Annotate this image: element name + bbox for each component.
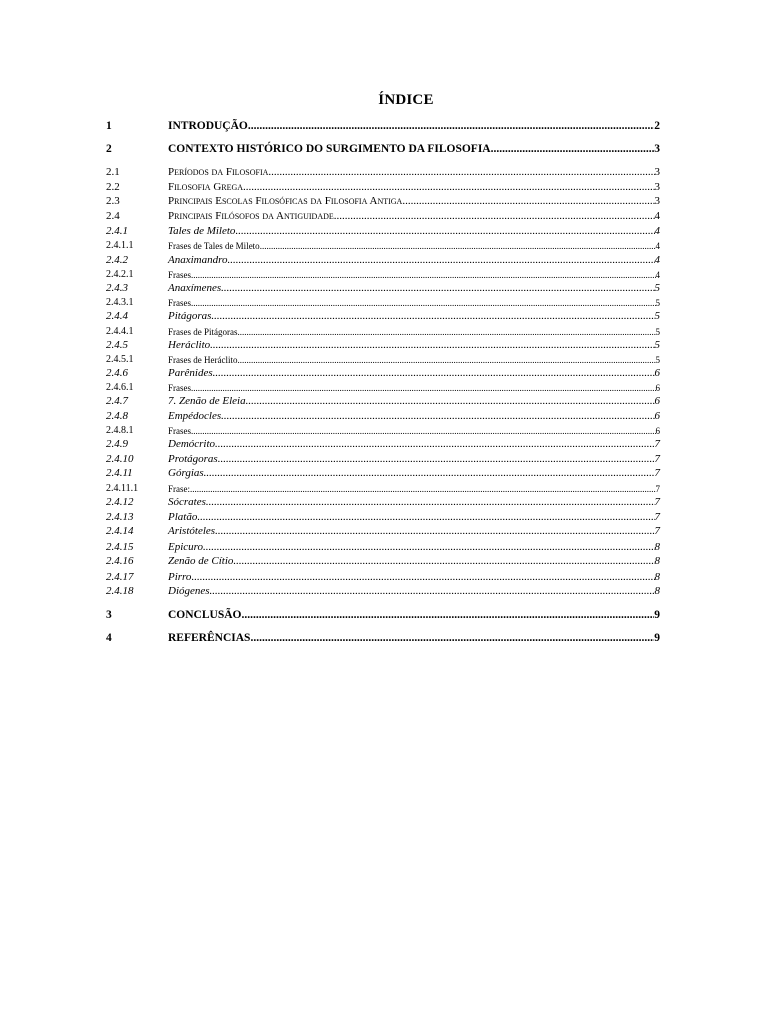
toc-entry-number: 2.4.4 xyxy=(106,310,128,322)
toc-entry[interactable] xyxy=(106,280,660,294)
toc-entry-number: 2.4.5 xyxy=(106,339,128,351)
toc-entry-page-number: 5 xyxy=(654,310,660,322)
toc-entry[interactable] xyxy=(106,337,660,351)
toc-entry-page-number: 9 xyxy=(654,609,660,621)
toc-entry-number: 2.4.13 xyxy=(106,511,134,523)
toc-entry-page-number: 2 xyxy=(654,120,660,132)
toc-entry[interactable] xyxy=(106,436,660,450)
toc-entry[interactable] xyxy=(106,630,660,644)
toc-entry-title: Górgias xyxy=(168,467,204,479)
toc-entry-title: Zenão de Cítio xyxy=(168,555,234,567)
toc-entry-number: 2.4.16 xyxy=(106,555,134,567)
toc-dot-leader xyxy=(213,365,655,379)
toc-entry-title: Principais Filósofos da Antiguidade xyxy=(168,210,334,222)
toc-entry-number: 4 xyxy=(106,632,112,644)
toc-entry-title: Aristóteles xyxy=(168,525,216,537)
toc-entry[interactable] xyxy=(106,569,660,583)
toc-entry[interactable] xyxy=(106,252,660,266)
toc-entry-title: Períodos da Filosofia xyxy=(168,166,269,178)
toc-entry-number: 2.4.2.1 xyxy=(106,269,134,280)
toc-entry-number: 2.4.6 xyxy=(106,367,128,379)
toc-dot-leader xyxy=(210,583,655,597)
toc-entry[interactable] xyxy=(106,494,660,508)
toc-dot-leader xyxy=(221,280,654,294)
toc-entry-title: 7. Zenão de Eleia xyxy=(168,395,246,407)
toc-dot-leader xyxy=(248,118,654,132)
toc-entry-number: 2.4.3 xyxy=(106,282,128,294)
toc-dot-leader xyxy=(241,607,654,621)
page-title: ÍNDICE xyxy=(378,92,434,108)
toc-entry[interactable] xyxy=(106,539,660,553)
toc-dot-leader xyxy=(191,379,656,393)
toc-entry[interactable] xyxy=(106,583,660,597)
toc-entry-title: Heráclito xyxy=(168,339,211,351)
toc-dot-leader xyxy=(491,141,655,155)
toc-dot-leader xyxy=(260,237,656,251)
toc-dot-leader xyxy=(190,480,656,494)
toc-entry-number: 2 xyxy=(106,143,112,155)
toc-dot-leader xyxy=(238,323,656,337)
toc-entry-page-number: 3 xyxy=(654,195,660,207)
toc-entry-page-number: 7 xyxy=(654,511,660,523)
toc-entry-title: Anaximandro xyxy=(168,254,228,266)
toc-dot-leader xyxy=(191,294,656,308)
toc-entry[interactable] xyxy=(106,422,660,436)
toc-entry-number: 2.4.1 xyxy=(106,225,128,237)
toc-entry-title: INTRODUÇÃO xyxy=(168,120,248,132)
toc-entry-page-number: 6 xyxy=(655,383,660,393)
toc-entry-page-number: 4 xyxy=(655,270,660,280)
toc-entry-page-number: 6 xyxy=(655,426,660,436)
toc-entry-page-number: 7 xyxy=(654,496,660,508)
toc-entry-number: 2.4.7 xyxy=(106,395,128,407)
toc-entry[interactable] xyxy=(106,607,660,621)
toc-entry-title: Pitágoras xyxy=(168,310,212,322)
toc-entry-page-number: 5 xyxy=(655,298,660,308)
toc-entry-title: Frases xyxy=(168,383,191,393)
toc-entry-number: 2.4.10 xyxy=(106,453,134,465)
toc-entry-title: CONCLUSÃO xyxy=(168,609,242,621)
toc-entry[interactable] xyxy=(106,509,660,523)
toc-entry-page-number: 5 xyxy=(654,339,660,351)
toc-entry-page-number: 6 xyxy=(654,395,660,407)
toc-entry-title: Frases xyxy=(168,270,191,280)
toc-entry-title: Protágoras xyxy=(168,453,218,465)
toc-dot-leader xyxy=(235,223,654,237)
toc-entry-page-number: 7 xyxy=(655,484,660,494)
toc-entry-number: 2.4 xyxy=(106,210,120,222)
toc-dot-leader xyxy=(204,465,655,479)
toc-dot-leader xyxy=(227,252,654,266)
toc-entry-page-number: 5 xyxy=(655,327,660,337)
toc-entry-number: 2.3 xyxy=(106,195,120,207)
toc-entry-title: Frases de Pitágoras xyxy=(168,327,238,337)
toc-entry-title: Frases xyxy=(168,426,191,436)
toc-entry-number: 2.4.14 xyxy=(106,525,134,537)
toc-entry-title: Diógenes xyxy=(168,585,210,597)
toc-dot-leader xyxy=(334,208,655,222)
toc-entry[interactable] xyxy=(106,266,660,280)
toc-entry-number: 2.4.3.1 xyxy=(106,297,134,308)
toc-dot-leader xyxy=(246,393,655,407)
toc-entry-title: Tales de Mileto xyxy=(168,225,236,237)
toc-dot-leader xyxy=(206,494,655,508)
toc-dot-leader xyxy=(203,539,654,553)
toc-dot-leader xyxy=(197,509,654,523)
toc-dot-leader xyxy=(211,308,654,322)
toc-entry-title: REFERÊNCIAS xyxy=(168,632,251,644)
toc-entry-page-number: 5 xyxy=(654,282,660,294)
toc-entry-page-number: 6 xyxy=(654,410,660,422)
toc-entry-number: 2.4.8 xyxy=(106,410,128,422)
toc-entry-page-number: 4 xyxy=(654,210,660,222)
toc-entry-page-number: 4 xyxy=(654,254,660,266)
toc-entry-title: Epicuro xyxy=(168,541,204,553)
toc-entry[interactable] xyxy=(106,451,660,465)
toc-entry-title: Anaxímenes xyxy=(168,282,222,294)
toc-dot-leader xyxy=(215,436,654,450)
toc-dot-leader xyxy=(402,193,654,207)
toc-entry-number: 2.4.2 xyxy=(106,254,128,266)
toc-entry-page-number: 7 xyxy=(654,525,660,537)
toc-entry-title: Frases de Heráclito xyxy=(168,355,238,365)
toc-dot-leader xyxy=(215,523,654,537)
toc-entry-page-number: 7 xyxy=(654,453,660,465)
toc-entry-page-number: 8 xyxy=(654,555,660,567)
toc-entry-number: 2.4.9 xyxy=(106,438,128,450)
toc-entry[interactable] xyxy=(106,208,660,222)
toc-dot-leader xyxy=(250,630,654,644)
toc-entry[interactable] xyxy=(106,379,660,393)
toc-entry[interactable] xyxy=(106,308,660,322)
toc-dot-leader xyxy=(218,451,655,465)
toc-dot-leader xyxy=(210,337,654,351)
toc-entry[interactable] xyxy=(106,553,660,567)
toc-entry-number: 2.4.5.1 xyxy=(106,354,134,365)
toc-entry-title: Filosofia Grega xyxy=(168,181,244,193)
toc-entry-number: 2.4.8.1 xyxy=(106,425,134,436)
toc-entry[interactable] xyxy=(106,118,660,132)
toc-entry-title: Demócrito xyxy=(168,438,216,450)
toc-entry-title: Frases de Tales de Mileto xyxy=(168,241,260,251)
toc-dot-leader xyxy=(191,422,656,436)
toc-entry-number: 2.2 xyxy=(106,181,120,193)
toc-entry[interactable] xyxy=(106,193,660,207)
toc-entry[interactable] xyxy=(106,294,660,308)
toc-entry-number: 2.4.17 xyxy=(106,571,134,583)
toc-entry-title: Frase: xyxy=(168,484,190,494)
toc-entry-number: 2.4.4.1 xyxy=(106,326,134,337)
toc-entry-number: 2.4.6.1 xyxy=(106,382,134,393)
toc-entry[interactable] xyxy=(106,237,660,251)
toc-entry-page-number: 8 xyxy=(654,541,660,553)
toc-dot-leader xyxy=(221,408,654,422)
toc-entry[interactable] xyxy=(106,365,660,379)
toc-entry-page-number: 7 xyxy=(654,438,660,450)
toc-dot-leader xyxy=(237,351,655,365)
toc-entry-number: 2.4.12 xyxy=(106,496,134,508)
toc-entry[interactable] xyxy=(106,408,660,422)
toc-entry-title: Frases xyxy=(168,298,191,308)
toc-entry-title: Empédocles xyxy=(168,410,222,422)
toc-entry-page-number: 8 xyxy=(654,571,660,583)
toc-entry-page-number: 7 xyxy=(654,467,660,479)
toc-entry-page-number: 4 xyxy=(655,241,660,251)
toc-entry-title: Parênides xyxy=(168,367,213,379)
toc-entry-title: Sócrates xyxy=(168,496,206,508)
toc-entry-page-number: 5 xyxy=(655,355,660,365)
toc-entry-number: 1 xyxy=(106,120,112,132)
toc-entry[interactable] xyxy=(106,323,660,337)
toc-entry[interactable] xyxy=(106,465,660,479)
toc-entry[interactable] xyxy=(106,393,660,407)
toc-entry[interactable] xyxy=(106,351,660,365)
toc-entry[interactable] xyxy=(106,523,660,537)
toc-entry-number: 2.4.15 xyxy=(106,541,134,553)
toc-dot-leader xyxy=(268,164,654,178)
toc-entry-page-number: 9 xyxy=(654,632,660,644)
toc-entry[interactable] xyxy=(106,223,660,237)
toc-entry-number: 2.4.18 xyxy=(106,585,134,597)
toc-entry-page-number: 8 xyxy=(654,585,660,597)
toc-entry-title: CONTEXTO HISTÓRICO DO SURGIMENTO DA FILOSOFIA xyxy=(168,143,491,155)
toc-entry-title: Pirro xyxy=(168,571,192,583)
toc-entry-page-number: 3 xyxy=(654,166,660,178)
toc-entry-number: 2.4.1.1 xyxy=(106,240,134,251)
toc-entry[interactable] xyxy=(106,164,660,178)
toc-entry-title: Principais Escolas Filosóficas da Filosofia Antiga xyxy=(168,195,403,207)
toc-entry[interactable] xyxy=(106,179,660,193)
toc-entry[interactable] xyxy=(106,141,660,155)
toc-dot-leader xyxy=(191,569,654,583)
toc-entry-page-number: 3 xyxy=(654,181,660,193)
toc-entry-number: 2.4.11.1 xyxy=(106,483,139,494)
toc-dot-leader xyxy=(233,553,654,567)
toc-entry-page-number: 6 xyxy=(654,367,660,379)
toc-entry-number: 3 xyxy=(106,609,112,621)
toc-entry-number: 2.1 xyxy=(106,166,120,178)
toc-entry-number: 2.4.11 xyxy=(106,467,133,479)
toc-dot-leader xyxy=(243,179,654,193)
toc-dot-leader xyxy=(191,266,656,280)
toc-entry[interactable] xyxy=(106,480,660,494)
toc-entry-page-number: 4 xyxy=(654,225,660,237)
toc-entry-title: Platão xyxy=(168,511,198,523)
toc-entry-page-number: 3 xyxy=(654,143,660,155)
